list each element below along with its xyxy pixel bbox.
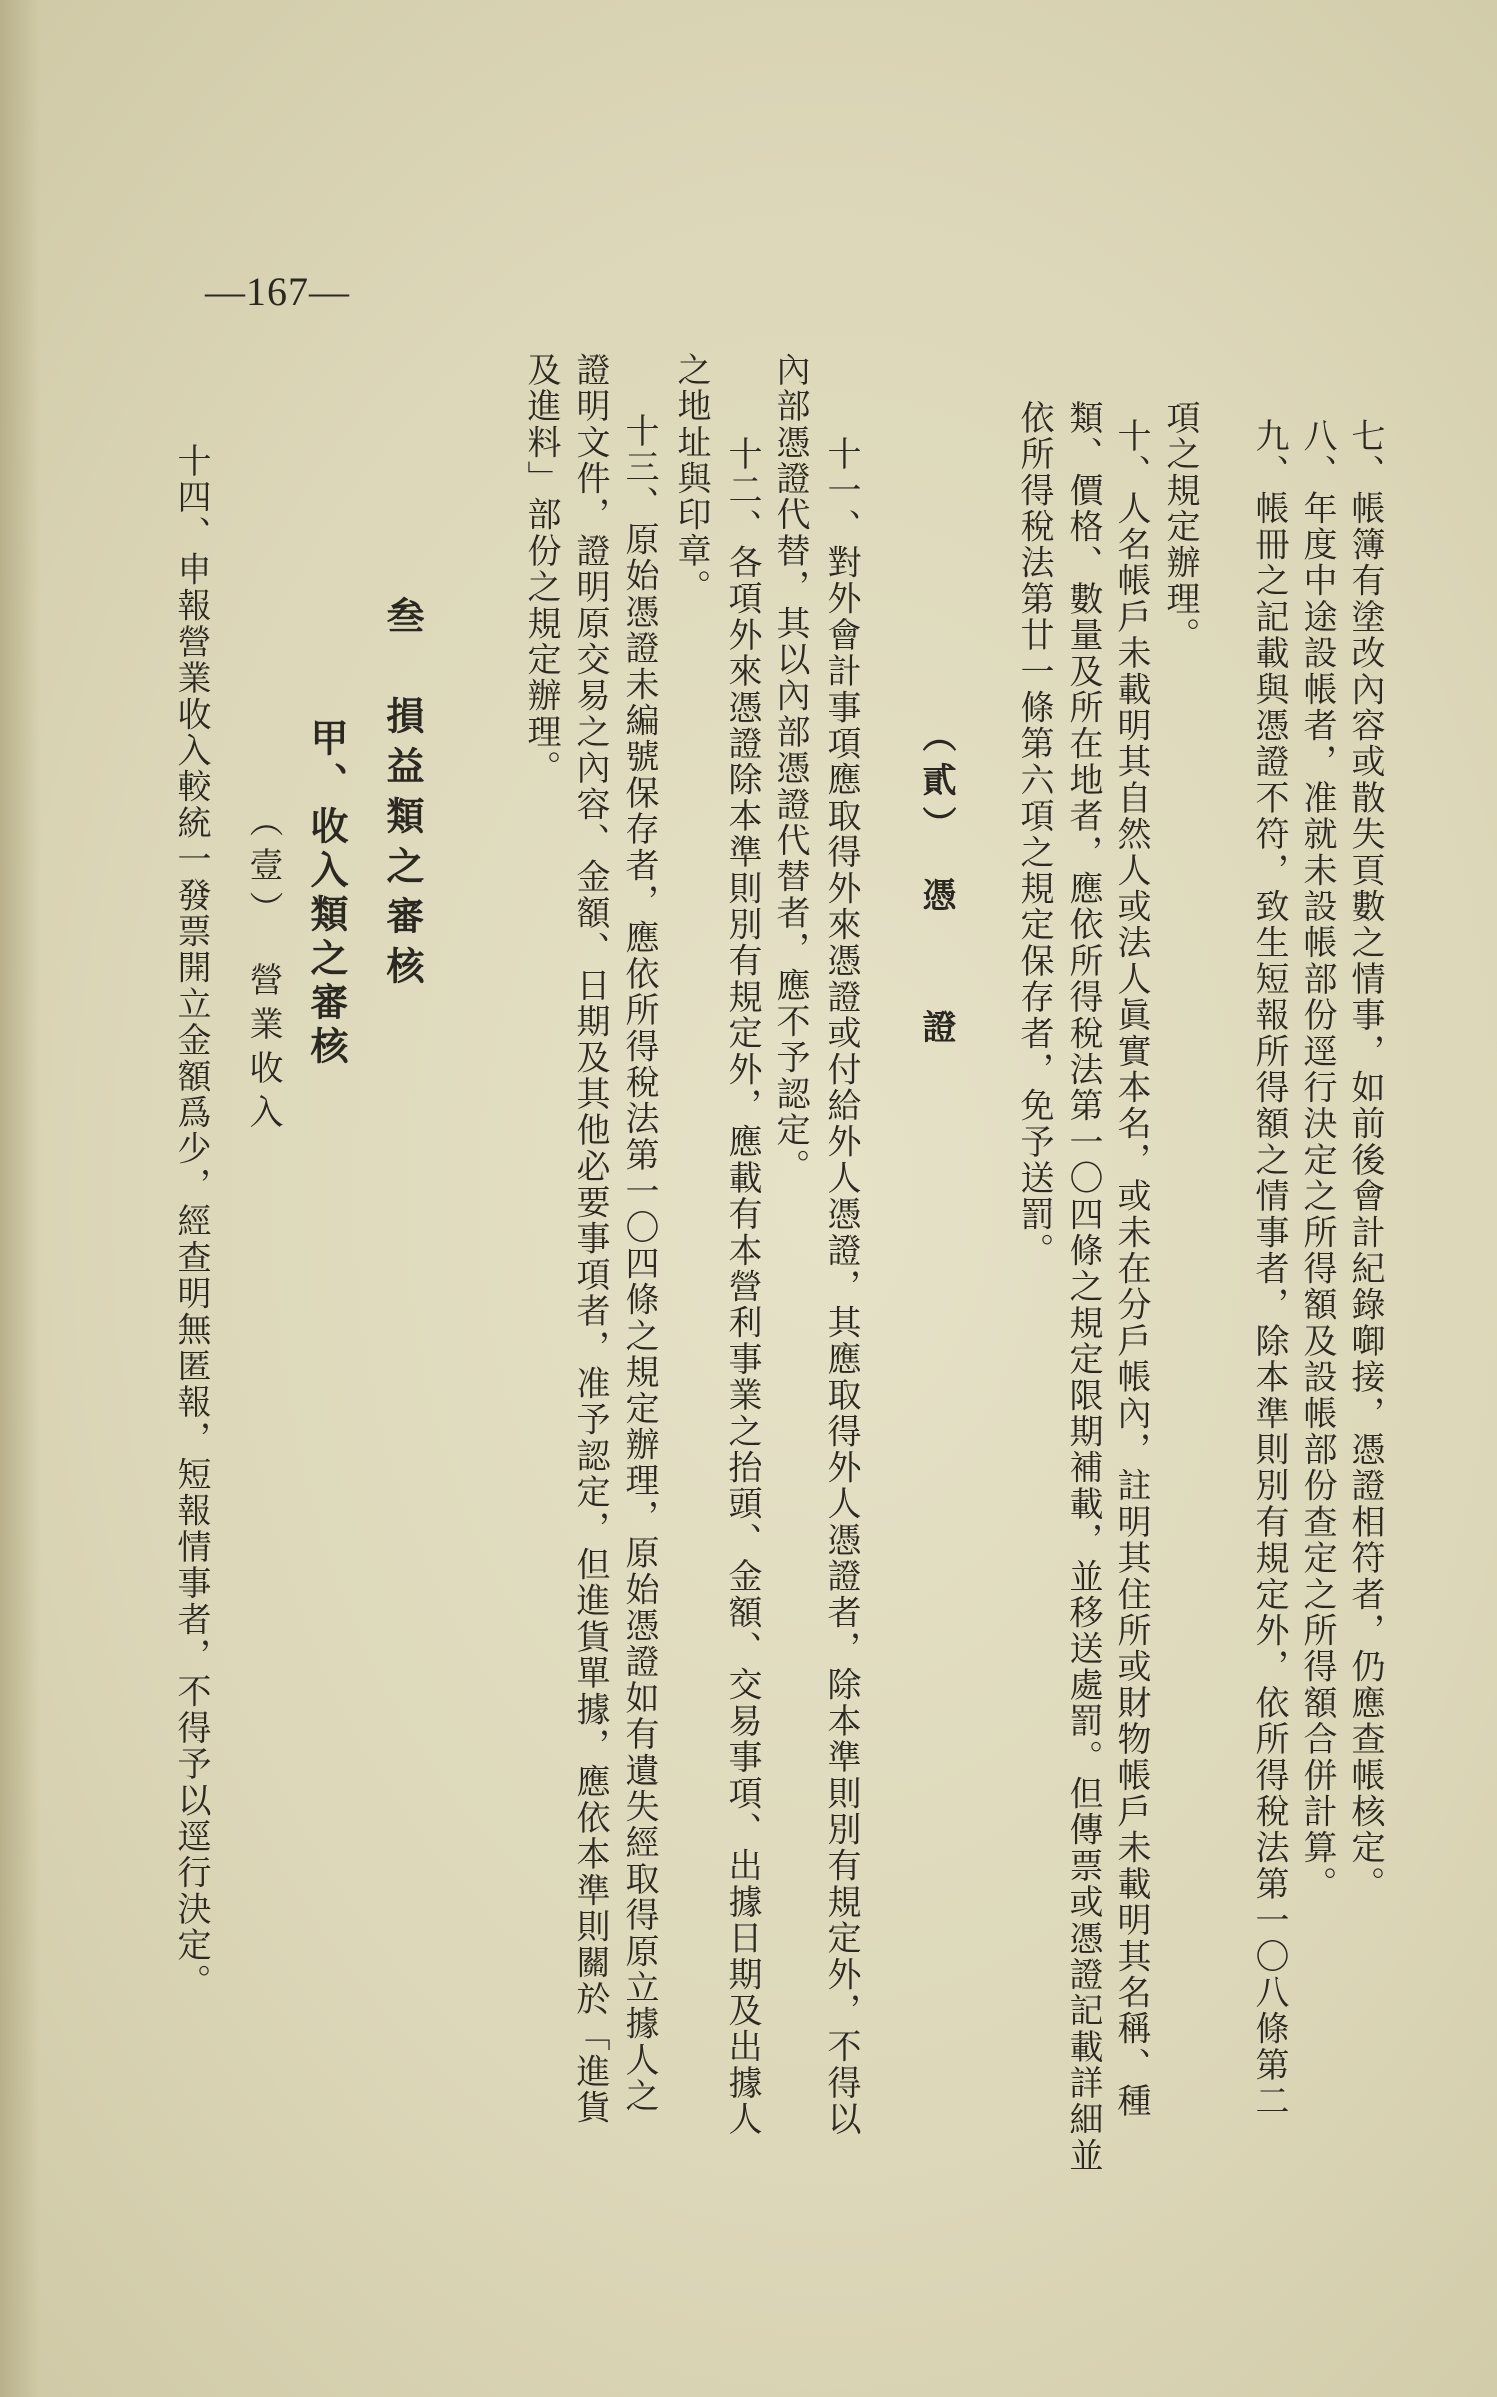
item-13: 十三、原始憑證未編號保存者，應依所得稅法第一〇四條之規定辦理，原始憑證如有遺失經取得原立據人之 xyxy=(619,413,659,2115)
page-number: —167— xyxy=(205,269,350,314)
subsection-heading-operating-revenue: （壹） 營業收入 xyxy=(243,803,283,1138)
item-10-continued-2: 依所得稅法第廿一條第六項之規定保存者，免予送罰。 xyxy=(1014,400,1054,1269)
item-8: 八、年度中途設帳者，准就未設帳部份逕行決定之所得額及設帳部份查定之所得額合併計算。 xyxy=(1297,418,1337,1903)
chapter-heading-profit-loss: 叁 損益類之審核 xyxy=(380,596,425,996)
item-14: 十四、申報營業收入較統一發票開立金額爲少，經查明無匿報，短報情事者，不得予以逕行決定。 xyxy=(171,443,211,2000)
item-13-continued-1: 證明文件，證明原交易之內容、金額、日期及其他必要事項者，准予認定，但進貨單據，應依本準則關於「進貨 xyxy=(570,352,610,2126)
section-heading-vouchers: （貳） 憑 證 xyxy=(916,718,956,1053)
page-gutter-shadow xyxy=(0,0,40,2397)
item-10-continued-1: 類、價格、數量及所在地者，應依所得稅法第一〇四條之規定限期補載，並移送處罰。但傳票或憑證記載詳細並 xyxy=(1063,400,1103,2174)
item-9: 九、帳冊之記載與憑證不符，致生短報所得額之情事者，除本準則別有規定外，依所得稅法第一〇八條第二 xyxy=(1249,418,1289,2120)
section-heading-income: 甲、收入類之審核 xyxy=(304,718,349,1070)
item-7: 七、帳簿有塗改內容或散失頁數之情事，如前後會計紀錄啣接，憑證相符者，仍應查帳核定。 xyxy=(1345,418,1385,1903)
item-10: 十、人名帳戶未載明其自然人或法人眞實本名，或未在分戶帳內，註明其住所或財物帳戶未載明其名稱、種 xyxy=(1111,418,1151,2120)
item-13-continued-2: 及進料」部份之規定辦理。 xyxy=(521,352,561,787)
item-12: 十二、各項外來憑證除本準則別有規定外，應載有本營利事業之抬頭、金額、交易事項、出據日期及出據人 xyxy=(722,436,762,2138)
item-11-continued: 內部憑證代替，其以內部憑證代替者，應不予認定。 xyxy=(770,352,810,1185)
item-11: 十一、對外會計事項應取得外來憑證或付給外人憑證，其應取得外人憑證者，除本準則別有規定外，不得以 xyxy=(821,436,861,2138)
item-12-continued: 之地址與印章。 xyxy=(671,352,711,606)
item-9-continued: 項之規定辦理。 xyxy=(1160,400,1200,654)
